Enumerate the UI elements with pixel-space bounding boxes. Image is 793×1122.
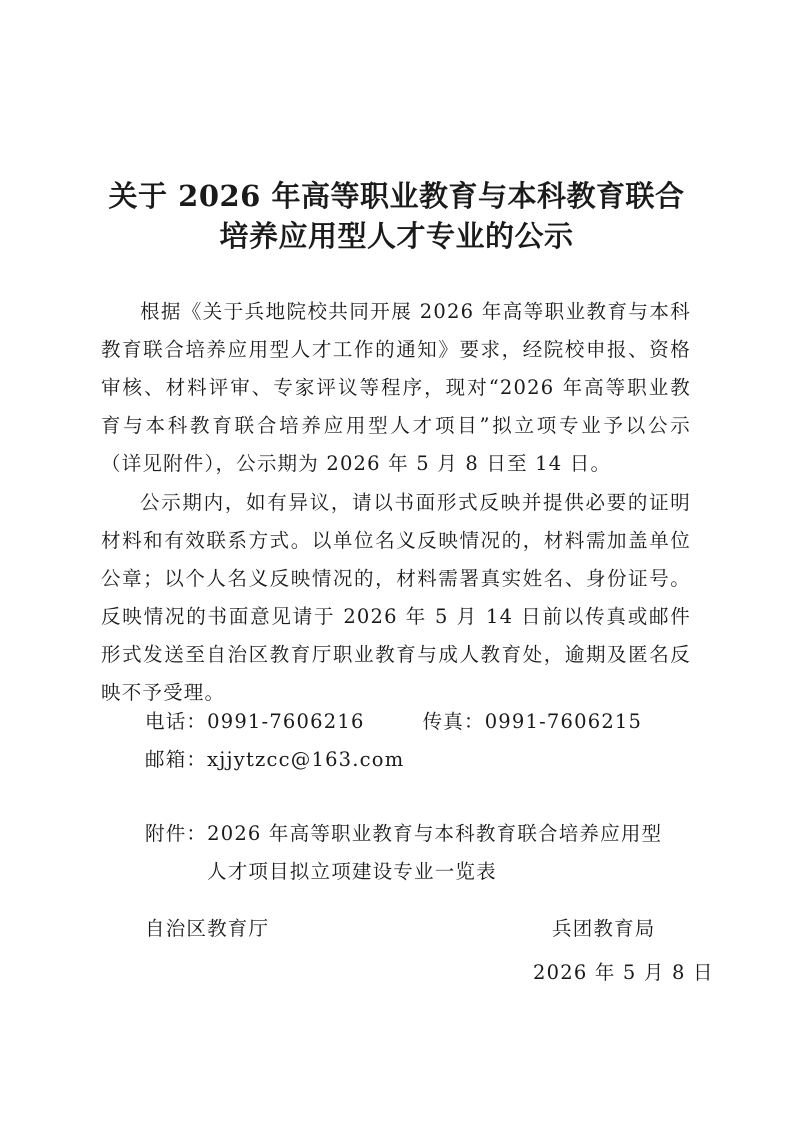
attachment-title-part-1: 2026 年高等职业教育与本科教育联合培养应用型 — [207, 822, 663, 845]
fax-label: 传真： — [422, 710, 485, 733]
issuer-right: 兵团教育局 — [552, 917, 656, 940]
document-title-line-2: 培养应用型人才专业的公示 — [219, 219, 574, 253]
phone-number: 0991-7606216 — [207, 710, 365, 733]
attachment-title-part-2: 人才项目拟立项建设专业一览表 — [207, 860, 497, 883]
contact-email-line — [145, 741, 404, 779]
fax-number: 0991-7606215 — [484, 710, 643, 733]
contact-phone-line — [145, 703, 642, 741]
issuer-left: 自治区教育厅 — [145, 917, 270, 940]
issue-date: 2026 年 5 月 8 日 — [533, 961, 714, 984]
attachment-label: 附件： — [145, 822, 208, 845]
email-address: xjjytzcc@163.com — [207, 748, 405, 771]
phone-label: 电话： — [145, 710, 208, 733]
attachment-line-1 — [145, 815, 662, 853]
body-paragraph-1: 根据《关于兵地院校共同开展 2026 年高等职业教育与本科教育联合培养应用型人才工作的通知》要求，经院校申报、资格审核、材料评审、专家评议等程序，现对“2026 年高等职业教育与本科教育联合培养应用型人才项目”拟立项专业予以公示（详见附件），公示期为 2026 年 5 月 8 日至 14 日。 — [101, 300, 691, 475]
email-label: 邮箱： — [145, 748, 208, 771]
document-title-line-1: 关于 2026 年高等职业教育与本科教育联合 — [108, 179, 685, 213]
body-paragraph-2: 公示期内，如有异议，请以书面形式反映并提供必要的证明材料和有效联系方式。以单位名义反映情况的，材料需加盖单位公章；以个人名义反映情况的，材料需署真实姓名、身份证号。反映情况的书面意见请于 2026 年 5 月 14 日前以传真或邮件形式发送至自治区教育厅职业教育与成人教育处，逾期及匿名反映不予受理。 — [101, 491, 691, 704]
